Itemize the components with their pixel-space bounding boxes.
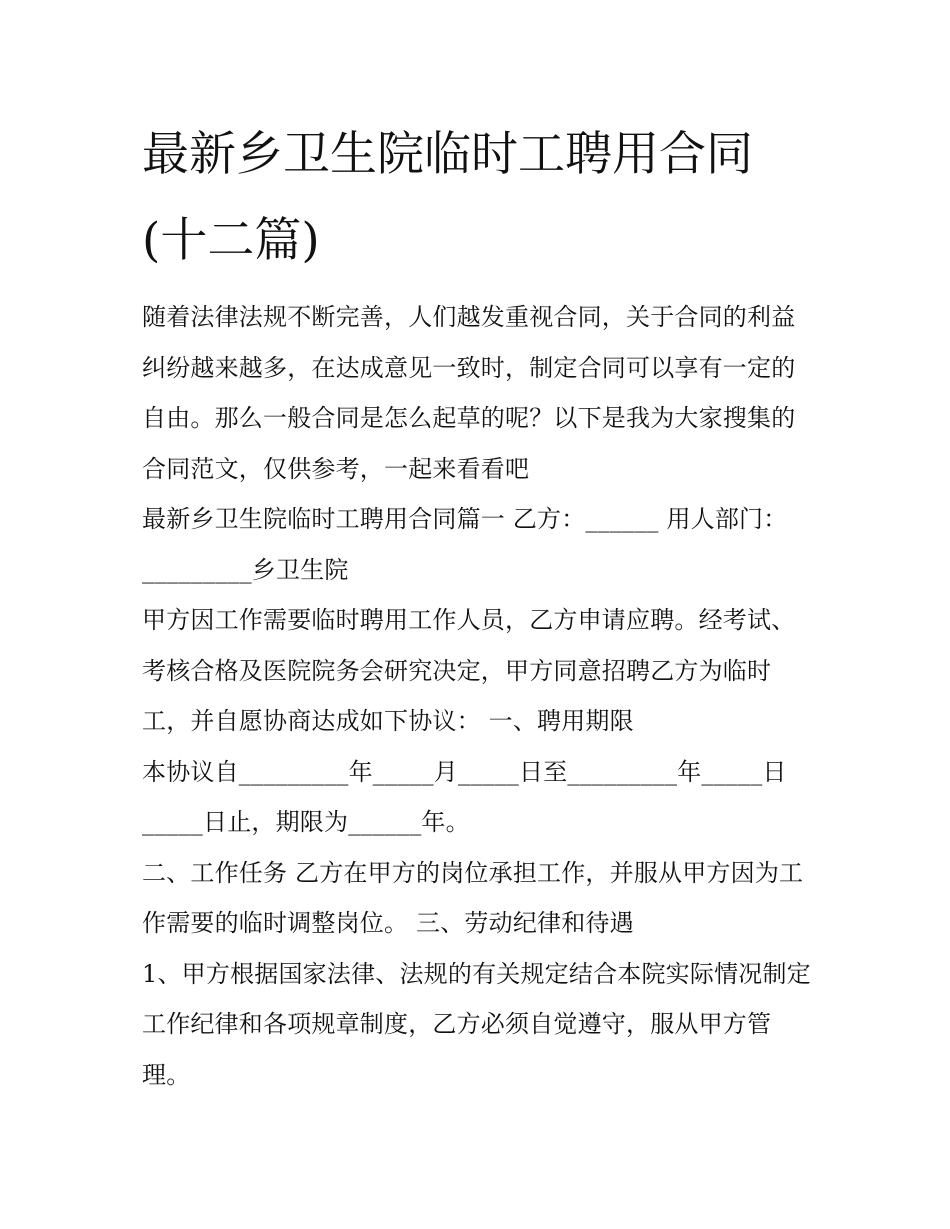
term-paragraph: 本协议自_________年_____月_____日至_________年_____日_____日止，期限为______年。	[142, 757, 787, 836]
contract-header-paragraph: 最新乡卫生院临时工聘用合同篇一 乙方：______ 用人部门：_________乡卫生院	[142, 505, 788, 584]
discipline-clause-paragraph: 1、甲方根据国家法律、法规的有关规定结合本院实际情况制定工作纪律和各项规章制度，乙方必须自觉遵守，服从甲方管理。	[142, 959, 811, 1089]
document-title: 最新乡卫生院临时工聘用合同(十二篇)	[142, 127, 753, 268]
intro-paragraph: 随着法律法规不断完善，人们越发重视合同，关于合同的利益纠纷越来越多，在达成意见一致时，制定合同可以享有一定的自由。那么一般合同是怎么起草的呢？以下是我为大家搜集的合同范文，仅供参考，一起来看看吧	[142, 303, 796, 483]
document-page	[142, 112, 814, 1100]
duties-paragraph: 二、工作任务 乙方在甲方的岗位承担工作，并服从甲方因为工作需要的临时调整岗位。 三、劳动纪律和待遇	[142, 858, 804, 937]
hiring-agreement-paragraph: 甲方因工作需要临时聘用工作人员，乙方申请应聘。经考试、考核合格及医院院务会研究决定，甲方同意招聘乙方为临时工，并自愿协商达成如下协议： 一、聘用期限	[142, 606, 796, 735]
